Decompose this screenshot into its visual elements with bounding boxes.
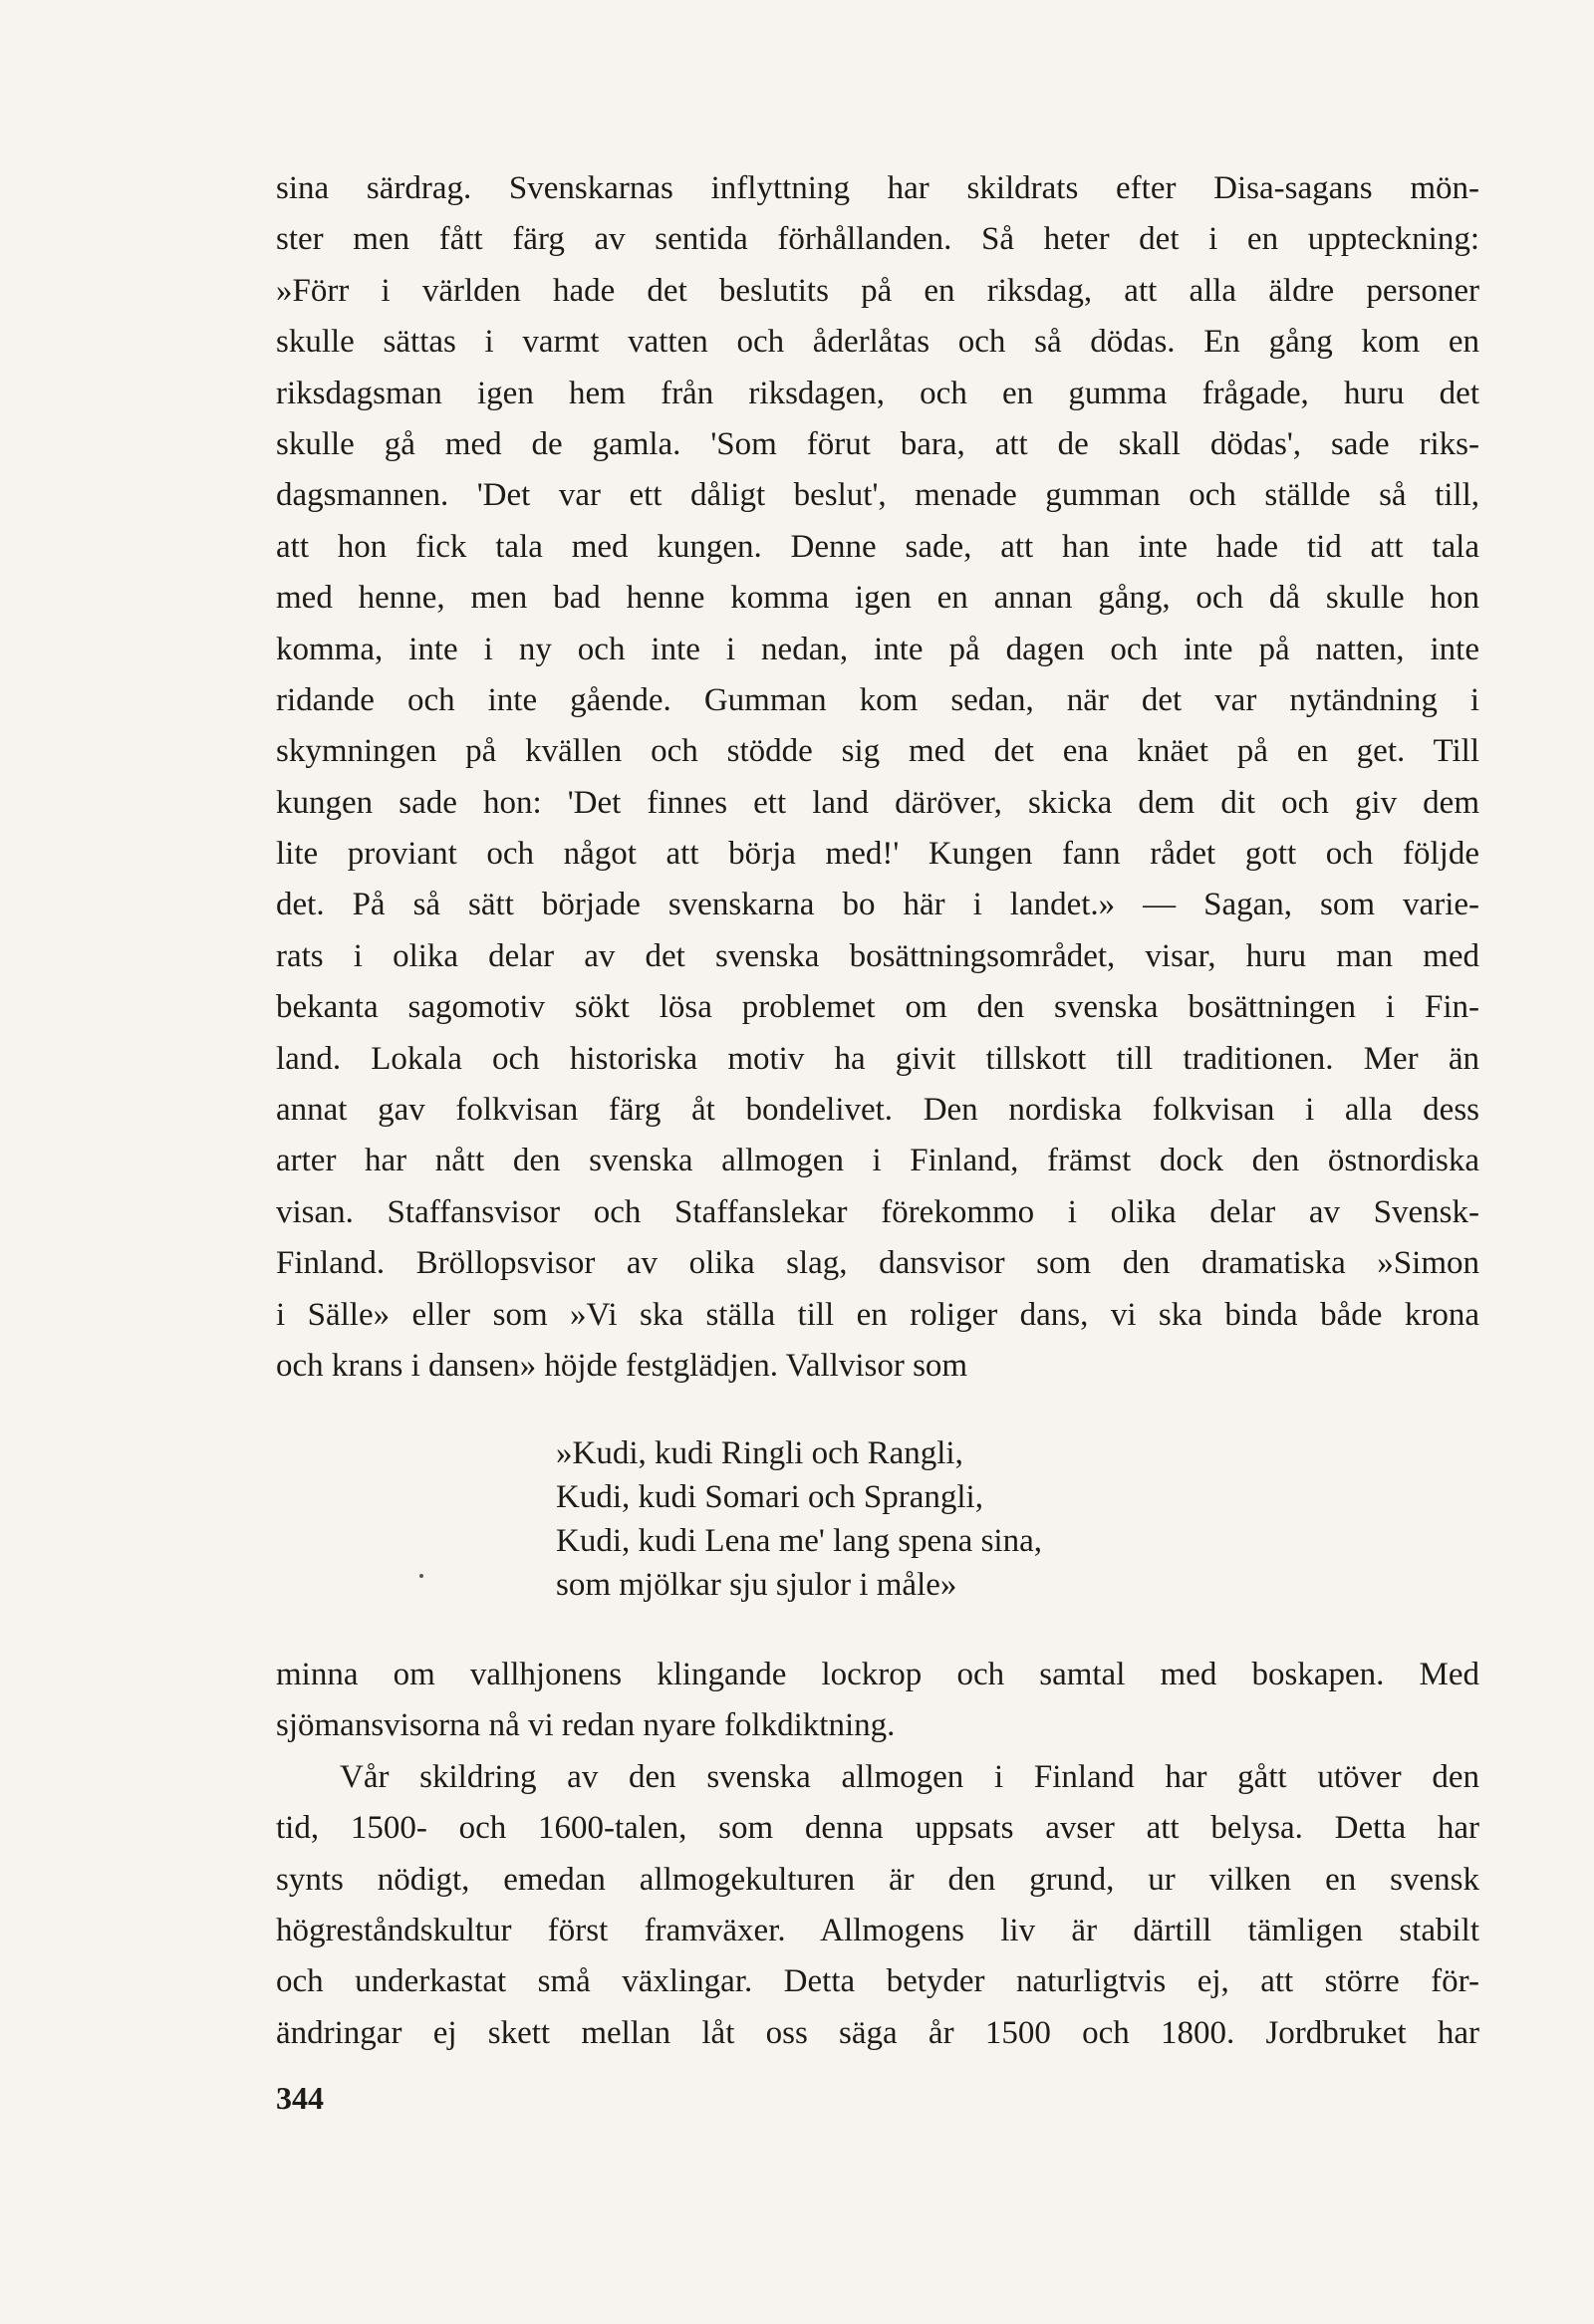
text-line: ändringar ej skett mellan låt oss säga år 1500 och 1800. Jordbruket har: [276, 2014, 1479, 2051]
text-line: kungen sade hon: 'Det finnes ett land däröver, skicka dem dit och giv dem: [276, 784, 1479, 821]
text-line: riksdagsman igen hem från riksdagen, och en gumma frågade, huru det: [276, 375, 1479, 411]
text-line: skymningen på kvällen och stödde sig med det ena knäet på en get. Till: [276, 733, 1479, 770]
text-line: »Förr i världen hade det beslutits på en riksdag, att alla äldre personer: [276, 272, 1479, 309]
text-line: i Sälle» eller som »Vi ska ställa till en roliger dans, vi ska binda både krona: [276, 1296, 1479, 1333]
paragraph-continuation: [276, 1650, 1479, 2059]
text-line: Vår skildring av den svenska allmogen i Finland har gått utöver den: [340, 1758, 1479, 1795]
print-speck: [419, 1574, 423, 1578]
text-line: sjömansvisorna nå vi redan nyare folkdiktning.: [276, 1707, 896, 1744]
verse-line: »Kudi, kudi Ringli och Rangli,: [556, 1435, 963, 1471]
text-line: och underkastat små växlingar. Detta betyder naturligtvis ej, att större för-: [276, 1963, 1479, 2000]
text-line: lite proviant och något att börja med!' Kungen fann rådet gott och följde: [276, 836, 1479, 873]
verse-line: Kudi, kudi Somari och Sprangli,: [556, 1479, 983, 1515]
text-line: högreståndskultur först framväxer. Allmogens liv är därtill tämligen stabilt: [276, 1912, 1479, 1948]
text-line: dagsmannen. 'Det var ett dåligt beslut', menade gumman och ställde så till,: [276, 477, 1479, 514]
text-line: annat gav folkvisan färg åt bondelivet. Den nordiska folkvisan i alla dess: [276, 1092, 1479, 1129]
page-number: 344: [276, 2080, 324, 2116]
text-line: det. På så sätt började svenskarna bo här i landet.» — Sagan, som varie-: [276, 887, 1479, 923]
text-line: ridande och inte gående. Gumman kom sedan, när det var nytändning i: [276, 681, 1479, 718]
text-line: och krans i dansen» höjde festglädjen. Vallvisor som: [276, 1347, 968, 1384]
text-line: sina särdrag. Svenskarnas inflyttning har skildrats efter Disa-sagans mön-: [276, 170, 1479, 206]
text-line: bekanta sagomotiv sökt lösa problemet om den svenska bosättningen i Fin-: [276, 989, 1479, 1026]
text-line: skulle gå med de gamla. 'Som förut bara, att de skall dödas', sade riks-: [276, 425, 1479, 462]
text-line: med henne, men bad henne komma igen en annan gång, och då skulle hon: [276, 580, 1479, 617]
verse-quote: [556, 1431, 1042, 1607]
text-line: minna om vallhjonens klingande lockrop och samtal med boskapen. Med: [276, 1657, 1479, 1692]
text-line: tid, 1500- och 1600-talen, som denna uppsats avser att belysa. Detta har: [276, 1810, 1479, 1847]
text-line: visan. Staffansvisor och Staffanslekar förekommo i olika delar av Svensk-: [276, 1193, 1479, 1230]
text-line: arter har nått den svenska allmogen i Finland, främst dock den östnordiska: [276, 1143, 1479, 1179]
text-line: synts nödigt, emedan allmogekulturen är den grund, ur vilken en svensk: [276, 1861, 1479, 1898]
verse-line: Kudi, kudi Lena me' lang spena sina,: [556, 1523, 1042, 1559]
text-line: komma, inte i ny och inte i nedan, inte på dagen och inte på natten, inte: [276, 631, 1479, 667]
text-line: ster men fått färg av sentida förhållanden. Så heter det i en uppteckning:: [276, 221, 1479, 258]
text-line: Finland. Bröllopsvisor av olika slag, dansvisor som den dramatiska »Simon: [276, 1245, 1479, 1282]
text-line: rats i olika delar av det svenska bosättningsområdet, visar, huru man med: [276, 937, 1479, 974]
text-line: land. Lokala och historiska motiv ha givit tillskott till traditionen. Mer än: [276, 1040, 1479, 1077]
paragraph-main: [276, 163, 1479, 1392]
text-line: att hon fick tala med kungen. Denne sade, att han inte hade tid att tala: [276, 528, 1479, 565]
text-line: skulle sättas i varmt vatten och åderlåtas och så dödas. En gång kom en: [276, 324, 1479, 361]
verse-line: som mjölkar sju sjulor i måle»: [556, 1567, 957, 1603]
